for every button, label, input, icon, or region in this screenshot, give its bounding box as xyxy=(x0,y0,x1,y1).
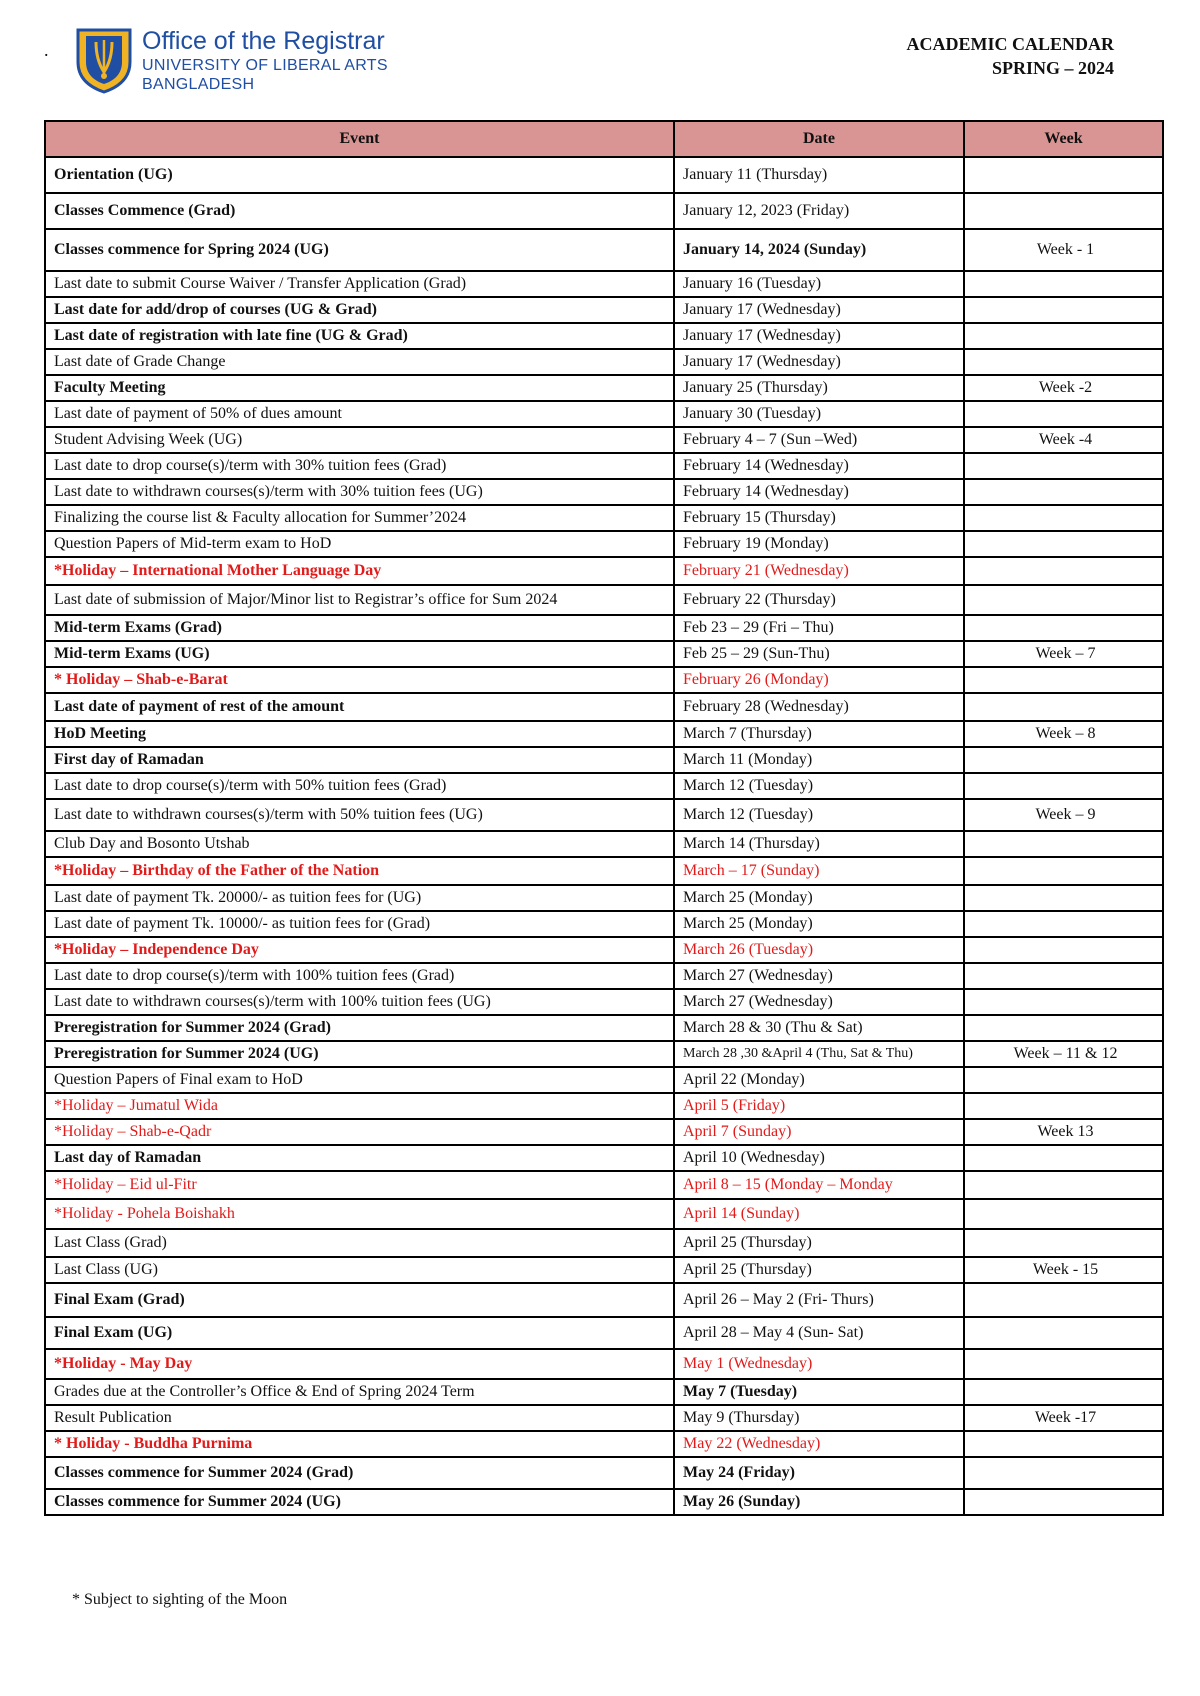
event-cell: *Holiday – Shab-e-Qadr xyxy=(45,1119,674,1145)
table-row xyxy=(45,1199,1163,1229)
event-cell: *Holiday – Eid ul-Fitr xyxy=(45,1171,674,1199)
footnote: * Subject to sighting of the Moon xyxy=(72,1591,288,1608)
date-cell: January 25 (Thursday) xyxy=(674,375,964,401)
date-cell: February 14 (Wednesday) xyxy=(674,479,964,505)
week-cell xyxy=(964,401,1163,427)
event-cell: Last date of payment of 50% of dues amount xyxy=(45,401,674,427)
calendar-title: ACADEMIC CALENDAR xyxy=(906,34,1114,54)
date-cell: January 14, 2024 (Sunday) xyxy=(674,229,964,271)
table-row xyxy=(45,375,1163,401)
week-cell xyxy=(964,1229,1163,1257)
event-cell: Last Class (UG) xyxy=(45,1257,674,1283)
event-cell: HoD Meeting xyxy=(45,721,674,747)
date-cell: February 28 (Wednesday) xyxy=(674,693,964,721)
date-cell: April 7 (Sunday) xyxy=(674,1119,964,1145)
table-row xyxy=(45,401,1163,427)
week-cell xyxy=(964,667,1163,693)
week-cell xyxy=(964,857,1163,885)
table-row xyxy=(45,557,1163,585)
table-row xyxy=(45,453,1163,479)
date-cell: March 28 ,30 &April 4 (Thu, Sat & Thu) xyxy=(674,1041,964,1067)
event-cell: * Holiday - Buddha Purnima xyxy=(45,1431,674,1457)
table-row xyxy=(45,193,1163,229)
week-cell xyxy=(964,1317,1163,1349)
event-cell: Classes commence for Summer 2024 (Grad) xyxy=(45,1457,674,1489)
event-cell: Mid-term Exams (Grad) xyxy=(45,615,674,641)
date-cell: January 12, 2023 (Friday) xyxy=(674,193,964,229)
event-cell: Preregistration for Summer 2024 (UG) xyxy=(45,1041,674,1067)
table-row xyxy=(45,323,1163,349)
event-cell: *Holiday - Pohela Boishakh xyxy=(45,1199,674,1229)
table-row xyxy=(45,937,1163,963)
event-cell: Last date to drop course(s)/term with 30% tuition fees (Grad) xyxy=(45,453,674,479)
date-cell: January 30 (Tuesday) xyxy=(674,401,964,427)
university-crest-icon xyxy=(74,26,134,94)
event-cell: Faculty Meeting xyxy=(45,375,674,401)
week-cell xyxy=(964,615,1163,641)
event-cell: * Holiday – Shab-e-Barat xyxy=(45,667,674,693)
event-cell: Question Papers of Mid-term exam to HoD xyxy=(45,531,674,557)
event-cell: Classes Commence (Grad) xyxy=(45,193,674,229)
week-cell: Week – 7 xyxy=(964,641,1163,667)
date-cell: May 9 (Thursday) xyxy=(674,1405,964,1431)
calendar-term: SPRING – 2024 xyxy=(991,58,1114,78)
week-cell xyxy=(964,1349,1163,1379)
week-cell xyxy=(964,453,1163,479)
event-cell: Finalizing the course list & Faculty allocation for Summer’2024 xyxy=(45,505,674,531)
week-cell xyxy=(964,531,1163,557)
event-cell: Last date for add/drop of courses (UG & Grad) xyxy=(45,297,674,323)
table-row xyxy=(45,641,1163,667)
logo-university-text: UNIVERSITY OF LIBERAL ARTS xyxy=(142,57,388,74)
week-cell: Week – 11 & 12 xyxy=(964,1041,1163,1067)
week-cell: Week - 1 xyxy=(964,229,1163,271)
date-cell: April 8 – 15 (Monday – Monday xyxy=(674,1171,964,1199)
date-cell: January 16 (Tuesday) xyxy=(674,271,964,297)
table-row xyxy=(45,157,1163,193)
event-cell: Mid-term Exams (UG) xyxy=(45,641,674,667)
date-cell: March 28 & 30 (Thu & Sat) xyxy=(674,1015,964,1041)
date-cell: January 17 (Wednesday) xyxy=(674,297,964,323)
table-row xyxy=(45,1093,1163,1119)
table-row xyxy=(45,1405,1163,1431)
week-cell xyxy=(964,505,1163,531)
table-row xyxy=(45,773,1163,799)
table-row xyxy=(45,963,1163,989)
event-cell: Last date to submit Course Waiver / Transfer Application (Grad) xyxy=(45,271,674,297)
event-cell: Classes commence for Summer 2024 (UG) xyxy=(45,1489,674,1515)
calendar-heading xyxy=(906,32,1114,80)
table-row xyxy=(45,747,1163,773)
date-cell: April 25 (Thursday) xyxy=(674,1257,964,1283)
week-cell: Week – 8 xyxy=(964,721,1163,747)
week-cell xyxy=(964,157,1163,193)
event-cell: Grades due at the Controller’s Office & End of Spring 2024 Term xyxy=(45,1379,674,1405)
week-cell xyxy=(964,911,1163,937)
event-cell: *Holiday – Jumatul Wida xyxy=(45,1093,674,1119)
table-row xyxy=(45,615,1163,641)
date-cell: Feb 25 – 29 (Sun-Thu) xyxy=(674,641,964,667)
table-row xyxy=(45,1229,1163,1257)
event-cell: *Holiday – International Mother Language Day xyxy=(45,557,674,585)
week-cell xyxy=(964,1067,1163,1093)
date-cell: April 26 – May 2 (Fri- Thurs) xyxy=(674,1283,964,1317)
table-row xyxy=(45,1041,1163,1067)
logo-office-text: Office of the Registrar xyxy=(142,27,385,55)
academic-calendar-table xyxy=(44,120,1164,1516)
event-cell: Preregistration for Summer 2024 (Grad) xyxy=(45,1015,674,1041)
event-cell: Orientation (UG) xyxy=(45,157,674,193)
date-cell: January 17 (Wednesday) xyxy=(674,323,964,349)
week-cell xyxy=(964,271,1163,297)
table-row xyxy=(45,229,1163,271)
table-row xyxy=(45,911,1163,937)
event-cell: First day of Ramadan xyxy=(45,747,674,773)
event-cell: Result Publication xyxy=(45,1405,674,1431)
column-header-event: Event xyxy=(45,121,674,157)
week-cell xyxy=(964,1431,1163,1457)
week-cell: Week -2 xyxy=(964,375,1163,401)
date-cell: May 24 (Friday) xyxy=(674,1457,964,1489)
week-cell xyxy=(964,349,1163,375)
week-cell: Week - 15 xyxy=(964,1257,1163,1283)
week-cell: Week 13 xyxy=(964,1119,1163,1145)
date-cell: March 27 (Wednesday) xyxy=(674,989,964,1015)
week-cell xyxy=(964,1015,1163,1041)
week-cell xyxy=(964,1283,1163,1317)
date-cell: March 12 (Tuesday) xyxy=(674,773,964,799)
week-cell xyxy=(964,773,1163,799)
date-cell: May 1 (Wednesday) xyxy=(674,1349,964,1379)
table-row xyxy=(45,1283,1163,1317)
week-cell xyxy=(964,885,1163,911)
event-cell: Last date to withdrawn courses(s)/term with 30% tuition fees (UG) xyxy=(45,479,674,505)
date-cell: February 4 – 7 (Sun –Wed) xyxy=(674,427,964,453)
table-row xyxy=(45,1067,1163,1093)
week-cell xyxy=(964,989,1163,1015)
date-cell: February 22 (Thursday) xyxy=(674,585,964,615)
date-cell: March 7 (Thursday) xyxy=(674,721,964,747)
date-cell: February 26 (Monday) xyxy=(674,667,964,693)
week-cell: Week -17 xyxy=(964,1405,1163,1431)
event-cell: Final Exam (Grad) xyxy=(45,1283,674,1317)
event-cell: Last date of submission of Major/Minor list to Registrar’s office for Sum 2024 xyxy=(45,585,674,615)
week-cell xyxy=(964,747,1163,773)
date-cell: April 22 (Monday) xyxy=(674,1067,964,1093)
event-cell: Last date to withdrawn courses(s)/term with 50% tuition fees (UG) xyxy=(45,799,674,831)
week-cell xyxy=(964,1171,1163,1199)
event-cell: Last date of payment Tk. 20000/- as tuition fees for (UG) xyxy=(45,885,674,911)
week-cell xyxy=(964,585,1163,615)
date-cell: April 10 (Wednesday) xyxy=(674,1145,964,1171)
date-cell: March 25 (Monday) xyxy=(674,885,964,911)
event-cell: Last date to drop course(s)/term with 50% tuition fees (Grad) xyxy=(45,773,674,799)
event-cell: Last date of registration with late fine (UG & Grad) xyxy=(45,323,674,349)
date-cell: February 19 (Monday) xyxy=(674,531,964,557)
event-cell: Last Class (Grad) xyxy=(45,1229,674,1257)
week-cell xyxy=(964,323,1163,349)
event-cell: Last date to drop course(s)/term with 100% tuition fees (Grad) xyxy=(45,963,674,989)
table-row xyxy=(45,427,1163,453)
table-row xyxy=(45,349,1163,375)
registrar-logo xyxy=(74,26,394,102)
table-row xyxy=(45,989,1163,1015)
table-row xyxy=(45,271,1163,297)
week-cell xyxy=(964,831,1163,857)
week-cell xyxy=(964,1199,1163,1229)
event-cell: Last date of payment of rest of the amount xyxy=(45,693,674,721)
event-cell: *Holiday – Birthday of the Father of the Nation xyxy=(45,857,674,885)
date-cell: May 26 (Sunday) xyxy=(674,1489,964,1515)
table-row xyxy=(45,1431,1163,1457)
date-cell: February 14 (Wednesday) xyxy=(674,453,964,479)
week-cell xyxy=(964,479,1163,505)
table-row xyxy=(45,1379,1163,1405)
date-cell: April 5 (Friday) xyxy=(674,1093,964,1119)
logo-country-text: BANGLADESH xyxy=(142,76,255,93)
week-cell xyxy=(964,937,1163,963)
date-cell: March 26 (Tuesday) xyxy=(674,937,964,963)
table-row xyxy=(45,1171,1163,1199)
table-row xyxy=(45,531,1163,557)
table-row xyxy=(45,1317,1163,1349)
week-cell xyxy=(964,1379,1163,1405)
table-row xyxy=(45,505,1163,531)
event-cell: Final Exam (UG) xyxy=(45,1317,674,1349)
event-cell: Club Day and Bosonto Utshab xyxy=(45,831,674,857)
event-cell: Student Advising Week (UG) xyxy=(45,427,674,453)
date-cell: February 15 (Thursday) xyxy=(674,505,964,531)
date-cell: March 27 (Wednesday) xyxy=(674,963,964,989)
table-row xyxy=(45,885,1163,911)
event-cell: *Holiday - May Day xyxy=(45,1349,674,1379)
table-row xyxy=(45,585,1163,615)
table-row xyxy=(45,297,1163,323)
week-cell: Week -4 xyxy=(964,427,1163,453)
week-cell xyxy=(964,1145,1163,1171)
date-cell: March 11 (Monday) xyxy=(674,747,964,773)
table-row xyxy=(45,1257,1163,1283)
date-cell: May 7 (Tuesday) xyxy=(674,1379,964,1405)
date-cell: March 12 (Tuesday) xyxy=(674,799,964,831)
date-cell: January 11 (Thursday) xyxy=(674,157,964,193)
table-row xyxy=(45,479,1163,505)
table-row xyxy=(45,667,1163,693)
date-cell: March 14 (Thursday) xyxy=(674,831,964,857)
table-header-row xyxy=(45,121,1163,157)
event-cell: Last date of payment Tk. 10000/- as tuition fees for (Grad) xyxy=(45,911,674,937)
date-cell: May 22 (Wednesday) xyxy=(674,1431,964,1457)
date-cell: March 25 (Monday) xyxy=(674,911,964,937)
table-row xyxy=(45,1349,1163,1379)
week-cell xyxy=(964,693,1163,721)
event-cell: Question Papers of Final exam to HoD xyxy=(45,1067,674,1093)
date-cell: February 21 (Wednesday) xyxy=(674,557,964,585)
table-row xyxy=(45,1145,1163,1171)
table-row xyxy=(45,799,1163,831)
date-cell: January 17 (Wednesday) xyxy=(674,349,964,375)
week-cell xyxy=(964,963,1163,989)
week-cell xyxy=(964,1093,1163,1119)
week-cell xyxy=(964,557,1163,585)
column-header-date: Date xyxy=(674,121,964,157)
week-cell xyxy=(964,1489,1163,1515)
event-cell: Last date to withdrawn courses(s)/term with 100% tuition fees (UG) xyxy=(45,989,674,1015)
week-cell: Week – 9 xyxy=(964,799,1163,831)
table-row xyxy=(45,831,1163,857)
table-row xyxy=(45,857,1163,885)
table-row xyxy=(45,1119,1163,1145)
date-cell: April 25 (Thursday) xyxy=(674,1229,964,1257)
event-cell: Classes commence for Spring 2024 (UG) xyxy=(45,229,674,271)
week-cell xyxy=(964,297,1163,323)
event-cell: Last day of Ramadan xyxy=(45,1145,674,1171)
table-row xyxy=(45,1015,1163,1041)
column-header-week: Week xyxy=(964,121,1163,157)
table-row xyxy=(45,693,1163,721)
date-cell: April 14 (Sunday) xyxy=(674,1199,964,1229)
date-cell: April 28 – May 4 (Sun- Sat) xyxy=(674,1317,964,1349)
week-cell xyxy=(964,1457,1163,1489)
date-cell: Feb 23 – 29 (Fri – Thu) xyxy=(674,615,964,641)
table-row xyxy=(45,1457,1163,1489)
date-cell: March – 17 (Sunday) xyxy=(674,857,964,885)
table-row xyxy=(45,1489,1163,1515)
stray-dot: . xyxy=(44,40,49,60)
event-cell: Last date of Grade Change xyxy=(45,349,674,375)
calendar-rows xyxy=(45,157,1163,1515)
event-cell: *Holiday – Independence Day xyxy=(45,937,674,963)
table-row xyxy=(45,721,1163,747)
week-cell xyxy=(964,193,1163,229)
